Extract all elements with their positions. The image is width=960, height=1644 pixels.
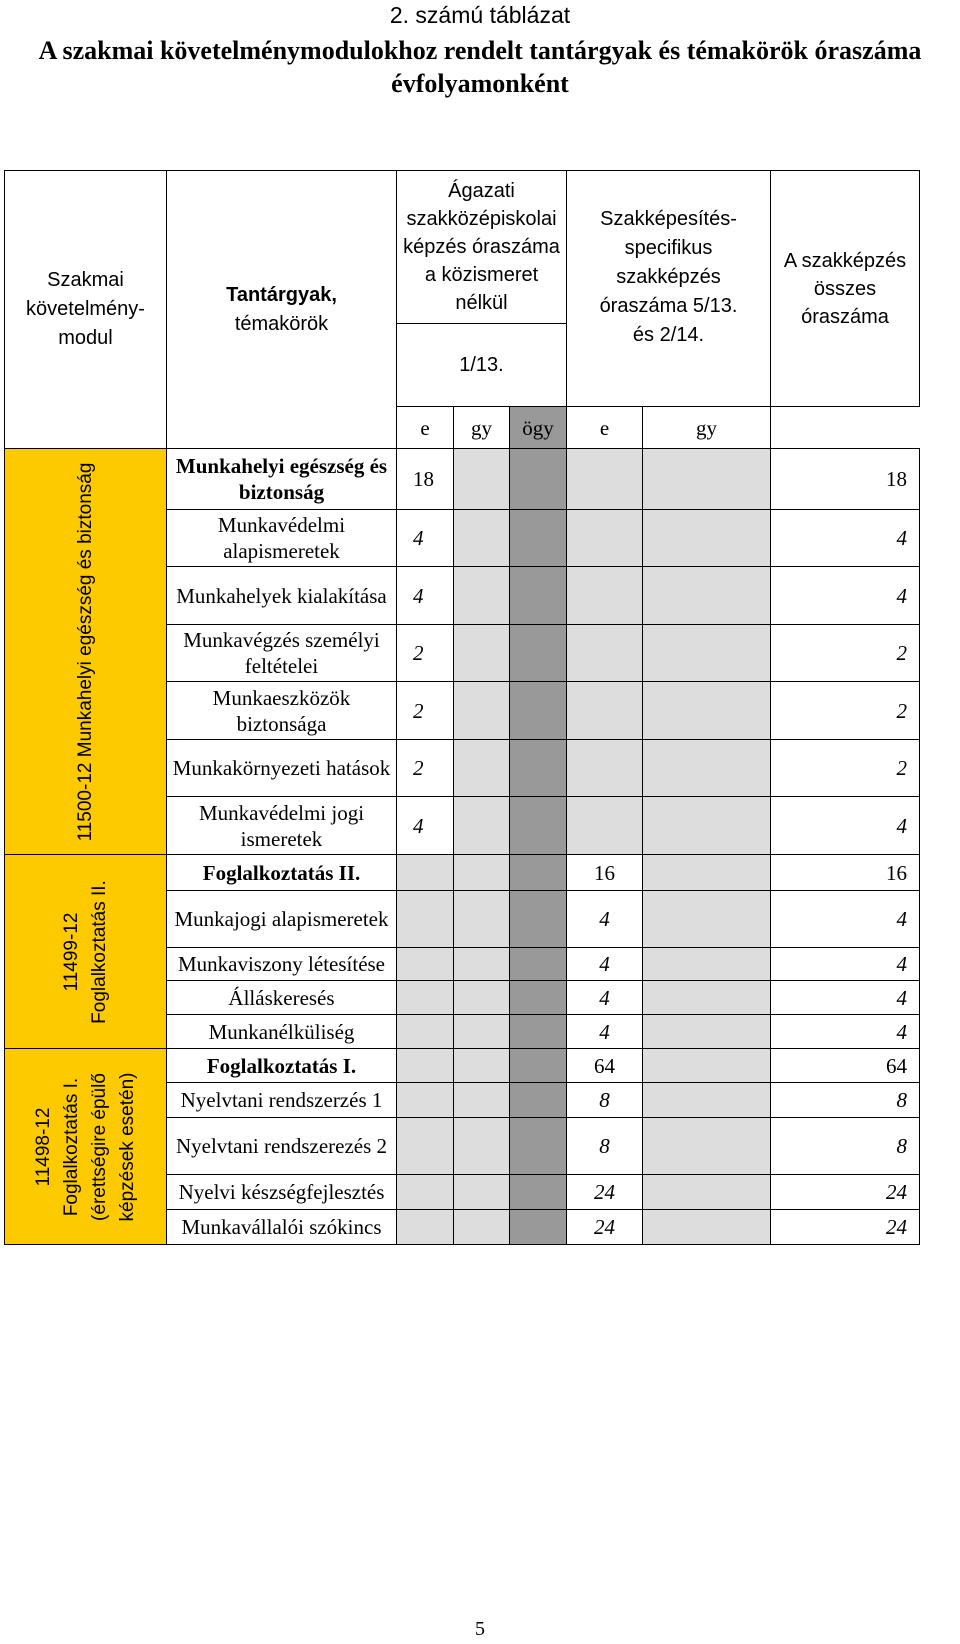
table-row: Munkahelyek kialakítása 4 4 — [5, 567, 920, 625]
table-row: Munkanélküliség 4 4 — [5, 1015, 920, 1049]
table-row: Nyelvi készségfejlesztés 24 24 — [5, 1175, 920, 1210]
header-agazati: Ágazati szakközépiskolai képzés óraszáma a közismeret nélkül — [397, 171, 567, 324]
sub-gy1: gy — [454, 407, 510, 449]
table-row: Munkavédelmi alapismeretek 4 4 — [5, 510, 920, 567]
module-11498: 11498-12 Foglalkoztatás I. (érettségire épülő képzések esetén) — [5, 1049, 167, 1245]
header-szakkepesites: Szakképesítés-specifikus szakképzés óraszáma 5/13. és 2/14. — [567, 171, 771, 407]
header-modul: Szakmai követelmény-modul — [5, 171, 167, 449]
table-row: Munkavégzés személyi feltételei 2 2 — [5, 625, 920, 682]
table-row: Munkavállalói szókincs 24 24 — [5, 1210, 920, 1245]
sub-e1: e — [397, 407, 454, 449]
table-row: Nyelvtani rendszerezés 2 8 8 — [5, 1118, 920, 1175]
header-agazati-year: 1/13. — [397, 324, 567, 407]
sub-ogy: ögy — [510, 407, 567, 449]
sub-gy2: gy — [643, 407, 771, 449]
table-row: 11500-12 Munkahelyi egészség és biztonság Munkahelyi egészség és biztonság 18 18 — [5, 449, 920, 510]
page-number: 5 — [475, 1618, 485, 1640]
sub-e2: e — [567, 407, 643, 449]
header-osszes: A szakképzés összes óraszáma — [771, 171, 920, 407]
table-row: Munkakörnyezeti hatások 2 2 — [5, 740, 920, 797]
table-number: 2. számú táblázat — [389, 2, 571, 28]
module-11500: 11500-12 Munkahelyi egészség és biztonság — [5, 449, 167, 855]
table-title-line1: A szakmai követelménymodulokhoz rendelt tantárgyak és témakörök óraszáma — [38, 36, 922, 65]
table-row: 11499-12 Foglalkoztatás II. Foglalkoztatás II. 16 16 — [5, 855, 920, 891]
module-11499: 11499-12 Foglalkoztatás II. — [5, 855, 167, 1049]
table-row: Munkavédelmi jogi ismeretek 4 4 — [5, 797, 920, 855]
table-row: Munkajogi alapismeretek 4 4 — [5, 891, 920, 948]
table-title — [0, 34, 960, 100]
header-tantargyak: Tantárgyak, témakörök — [167, 171, 397, 449]
table-row: Álláskeresés 4 4 — [5, 981, 920, 1015]
hours-table — [4, 170, 920, 1245]
table-row: Nyelvtani rendszerzés 1 8 8 — [5, 1083, 920, 1118]
table-row: Munkaeszközök biztonsága 2 2 — [5, 682, 920, 740]
table-row: Munkaviszony létesítése 4 4 — [5, 948, 920, 981]
table-row: 11498-12 Foglalkoztatás I. (érettségire épülő képzések esetén) Foglalkoztatás I. 64 64 — [5, 1049, 920, 1083]
table-title-line2: évfolyamonként — [391, 69, 569, 98]
header-row — [5, 171, 920, 324]
